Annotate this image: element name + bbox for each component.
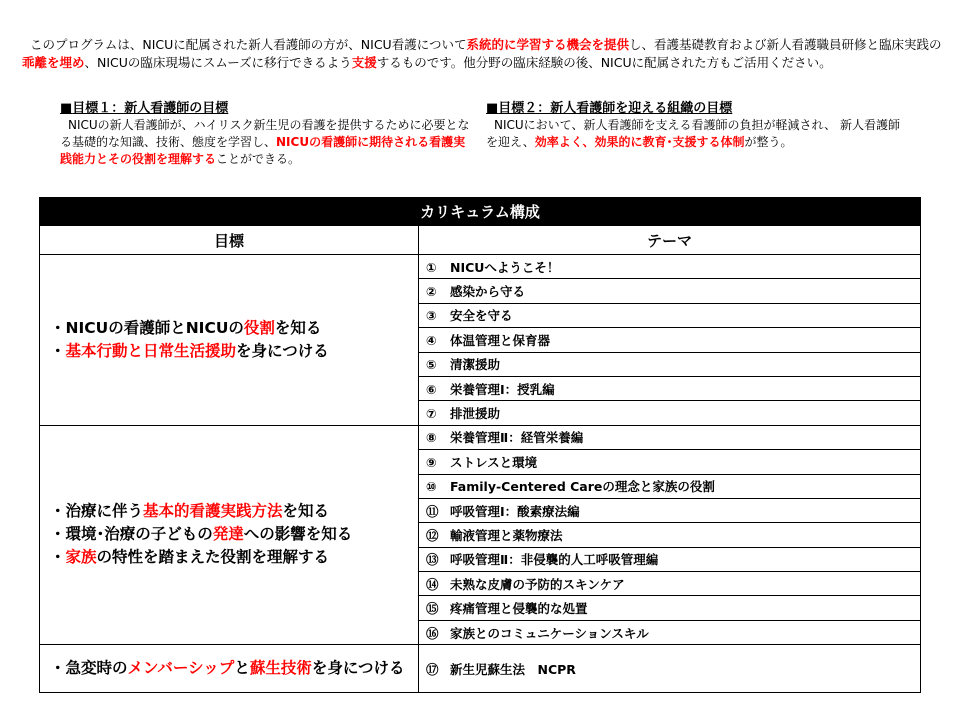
- goal-line: [50, 500, 408, 523]
- theme-number: ⑥: [426, 381, 437, 397]
- goal-text: ・: [50, 548, 66, 567]
- goal-text: を身につける: [311, 659, 405, 678]
- goal-text: への影響を知る: [243, 525, 353, 544]
- table-title: カリキュラム構成: [40, 198, 921, 226]
- theme-label: 排泄援助: [450, 406, 501, 422]
- goal-text: ・環境･治療の子どもの: [50, 525, 213, 544]
- theme-label: ストレスと環境: [450, 454, 538, 470]
- theme-cell: [419, 474, 921, 498]
- theme-label: 新生児蘇生法 NCPR: [450, 661, 576, 677]
- goal-1-section: [60, 100, 470, 168]
- goal-line: [50, 657, 408, 680]
- theme-number: ⑧: [426, 430, 437, 446]
- square-bullet-icon: ■: [60, 101, 73, 116]
- theme-number: ⑯: [426, 625, 439, 641]
- goal-keyword: 役割: [243, 318, 275, 337]
- column-header-goal: 目標: [40, 226, 419, 255]
- goal-1-text-2: ことができる。: [216, 152, 301, 166]
- goal-2-highlight: 効率よく、効果的に教育･支援する体制: [534, 135, 745, 149]
- goal-keyword: 基本的看護実践方法: [143, 502, 283, 521]
- table-row: [40, 425, 921, 449]
- theme-cell: [419, 303, 921, 327]
- goal-cell: [40, 645, 419, 693]
- theme-cell: [419, 450, 921, 474]
- curriculum-body: [40, 255, 921, 693]
- goal-text: ・急変時の: [50, 659, 128, 678]
- theme-label: 体温管理と保育器: [450, 332, 551, 348]
- intro-text-3: 、NICUの臨床現場にスムーズに移行できるよう: [84, 55, 352, 70]
- theme-number: ⑬: [426, 552, 439, 568]
- goal-cell: [40, 255, 419, 426]
- theme-number: ⑦: [426, 406, 437, 422]
- theme-cell: [419, 523, 921, 547]
- goal-text: の特性を踏まえた役割を理解する: [96, 548, 330, 567]
- theme-label: 栄養管理Ⅰ：授乳編: [450, 381, 555, 397]
- goal-keyword: 家族: [65, 548, 97, 567]
- intro-text-2: し、看護基礎教育および新人看護職員研修と臨床実践の: [628, 37, 942, 52]
- goal-text: ・治療に伴う: [50, 502, 144, 521]
- goal-cell: [40, 425, 419, 645]
- theme-label: 清潔援助: [450, 357, 501, 373]
- theme-number: ⑤: [426, 357, 437, 373]
- intro-paragraph: [22, 36, 947, 72]
- theme-label: 輸液管理と薬物療法: [450, 527, 563, 543]
- theme-cell: [419, 376, 921, 400]
- theme-cell: [419, 645, 921, 693]
- theme-label: NICUへようこそ！: [450, 259, 560, 275]
- theme-label: 家族とのコミュニケーションスキル: [450, 625, 649, 641]
- intro-text-1: このプログラムは、NICUに配属された新人看護師の方が、NICU看護について: [30, 37, 467, 52]
- theme-label: 未熟な皮膚の予防的スキンケア: [450, 576, 625, 592]
- goal-keyword: 蘇生技術: [249, 659, 312, 678]
- column-header-theme: テーマ: [419, 226, 921, 255]
- theme-label: 疼痛管理と侵襲的な処置: [450, 601, 588, 617]
- goal-2-section: [486, 100, 906, 151]
- theme-number: ⑩: [426, 479, 437, 495]
- goal-text: ・: [50, 341, 66, 360]
- goal-text: ・NICUの看護師とNICUの: [50, 318, 244, 337]
- theme-number: ⑪: [426, 503, 439, 519]
- goal-1-title: [60, 100, 470, 117]
- intro-highlight-2: 乖離を埋め: [22, 55, 85, 70]
- theme-label: 呼吸管理Ⅱ：非侵襲的人工呼吸管理編: [450, 552, 659, 568]
- theme-number: ⑨: [426, 454, 437, 470]
- theme-cell: [419, 596, 921, 620]
- goal-text: を知る: [274, 318, 322, 337]
- goal-1-text-1: NICUの新人看護師が、ハイリスク新生児の看護を提供するために必要となる基礎的な知識、技術、態度を学習し、: [60, 118, 470, 149]
- theme-cell: [419, 255, 921, 279]
- theme-cell: [419, 620, 921, 644]
- goal-text: を身につける: [236, 341, 329, 360]
- goal-1-body: [60, 117, 470, 168]
- goal-1-highlight: NICUの看護師に期待される看護実践能力とその役割を理解する: [60, 135, 466, 166]
- intro-highlight-1: 系統的に学習する機会を提供: [466, 37, 629, 52]
- intro-highlight-3: 支援: [351, 55, 377, 70]
- theme-cell: [419, 425, 921, 449]
- table-row: [40, 255, 921, 279]
- goal-line: [50, 317, 408, 340]
- theme-cell: [419, 572, 921, 596]
- theme-number: ③: [426, 308, 437, 324]
- goal-text: を知る: [282, 502, 330, 521]
- square-bullet-icon: ■: [486, 101, 499, 116]
- goal-keyword: 発達: [212, 525, 244, 544]
- goal-2-title-text: 目標２：新人看護師を迎える組織の目標: [498, 101, 733, 116]
- goal-2-body: [486, 117, 906, 151]
- curriculum-table: [39, 197, 921, 693]
- goal-line: [50, 340, 408, 363]
- goal-keyword: 基本行動と日常生活援助: [65, 341, 237, 360]
- table-row: [40, 645, 921, 693]
- goal-2-text-1: NICUにおいて、新人看護師を支える看護師の負担が軽減され、 新人看護師を迎え、: [486, 118, 900, 149]
- theme-number: ⑮: [426, 601, 439, 617]
- theme-number: ⑰: [426, 661, 439, 677]
- theme-label: 呼吸管理Ⅰ：酸素療法編: [450, 503, 580, 519]
- theme-number: ②: [426, 284, 437, 300]
- theme-label: 栄養管理Ⅱ：経管栄養編: [450, 430, 584, 446]
- theme-number: ①: [426, 259, 437, 275]
- theme-number: ④: [426, 332, 437, 348]
- theme-cell: [419, 328, 921, 352]
- goal-keyword: メンバーシップ: [127, 659, 235, 678]
- intro-text-4: するものです。他分野の臨床経験の後、NICUに配属された方もご活用ください。: [376, 55, 832, 70]
- theme-label: 安全を守る: [450, 308, 513, 324]
- theme-cell: [419, 279, 921, 303]
- goal-2-text-2: が整う。: [744, 135, 793, 149]
- theme-cell: [419, 401, 921, 425]
- goal-1-title-text: 目標１：新人看護師の目標: [72, 101, 229, 116]
- theme-number: ⑫: [426, 527, 439, 543]
- theme-number: ⑭: [426, 576, 439, 592]
- goal-text: と: [234, 659, 250, 678]
- theme-cell: [419, 498, 921, 522]
- goal-line: [50, 546, 408, 569]
- theme-cell: [419, 547, 921, 571]
- theme-label: Family-Centered Careの理念と家族の役割: [450, 479, 715, 495]
- goal-2-title: [486, 100, 906, 117]
- goal-line: [50, 523, 408, 546]
- theme-label: 感染から守る: [450, 284, 526, 300]
- theme-cell: [419, 352, 921, 376]
